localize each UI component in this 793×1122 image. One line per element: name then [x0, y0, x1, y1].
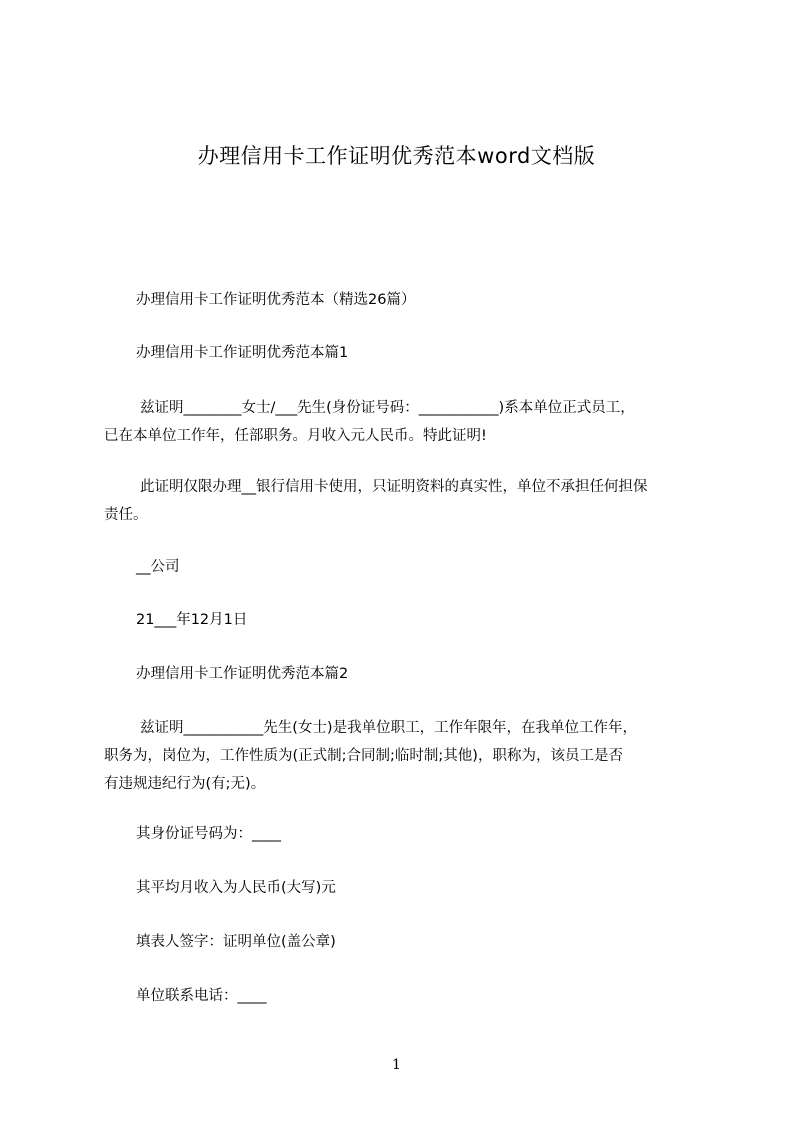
paragraph-line: 此证明仅限办理__银行信用卡使用，只证明资料的真实性，单位不承担任何担保: [140, 479, 648, 495]
paragraph-line: 责任。: [104, 507, 148, 523]
paragraph-line: 单位联系电话：____: [136, 988, 267, 1004]
document-title: 办理信用卡工作证明优秀范本word文档版: [197, 144, 596, 168]
paragraph-line: __公司: [136, 559, 180, 575]
paragraph-id-number: [104, 820, 736, 848]
paragraph-phone: [104, 982, 736, 1010]
section-heading-1: [104, 339, 736, 367]
paragraph-line: 办理信用卡工作证明优秀范本篇2: [136, 666, 349, 682]
paragraph-line: 21___年12月1日: [136, 612, 248, 628]
paragraph-line: 兹证明________女士/___先生(身份证号码：___________)系本单位正式员工，: [140, 400, 635, 416]
paragraph-line: 其身份证号码为：____: [136, 826, 281, 842]
paragraph-line: 兹证明___________先生(女士)是我单位职工，工作年限年，在我单位工作年，: [140, 720, 638, 736]
paragraph-intro: [104, 286, 736, 314]
paragraph-line: 办理信用卡工作证明优秀范本（精选26篇）: [136, 292, 416, 308]
paragraph-usage-note: [104, 473, 704, 529]
page-number: 1: [392, 1057, 401, 1073]
paragraph-certify-2: [104, 714, 704, 798]
paragraph-line: 其平均月收入为人民币(大写)元: [136, 880, 336, 896]
paragraph-income: [104, 874, 736, 902]
paragraph-line: 填表人签字：证明单位(盖公章): [136, 934, 336, 950]
paragraph-line: 职务为，岗位为，工作性质为(正式制;合同制;临时制;其他)，职称为，该员工是否: [104, 748, 623, 764]
paragraph-signature: [104, 928, 736, 956]
paragraph-line: 办理信用卡工作证明优秀范本篇1: [136, 345, 349, 361]
paragraph-company: [104, 553, 736, 581]
paragraph-line: 已在本单位工作年，任部职务。月收入元人民币。特此证明!: [104, 428, 487, 444]
section-heading-2: [104, 660, 736, 688]
paragraph-line: 有违规违纪行为(有;无)。: [104, 776, 266, 792]
paragraph-certify-1: [104, 394, 704, 450]
paragraph-date: [104, 606, 736, 634]
